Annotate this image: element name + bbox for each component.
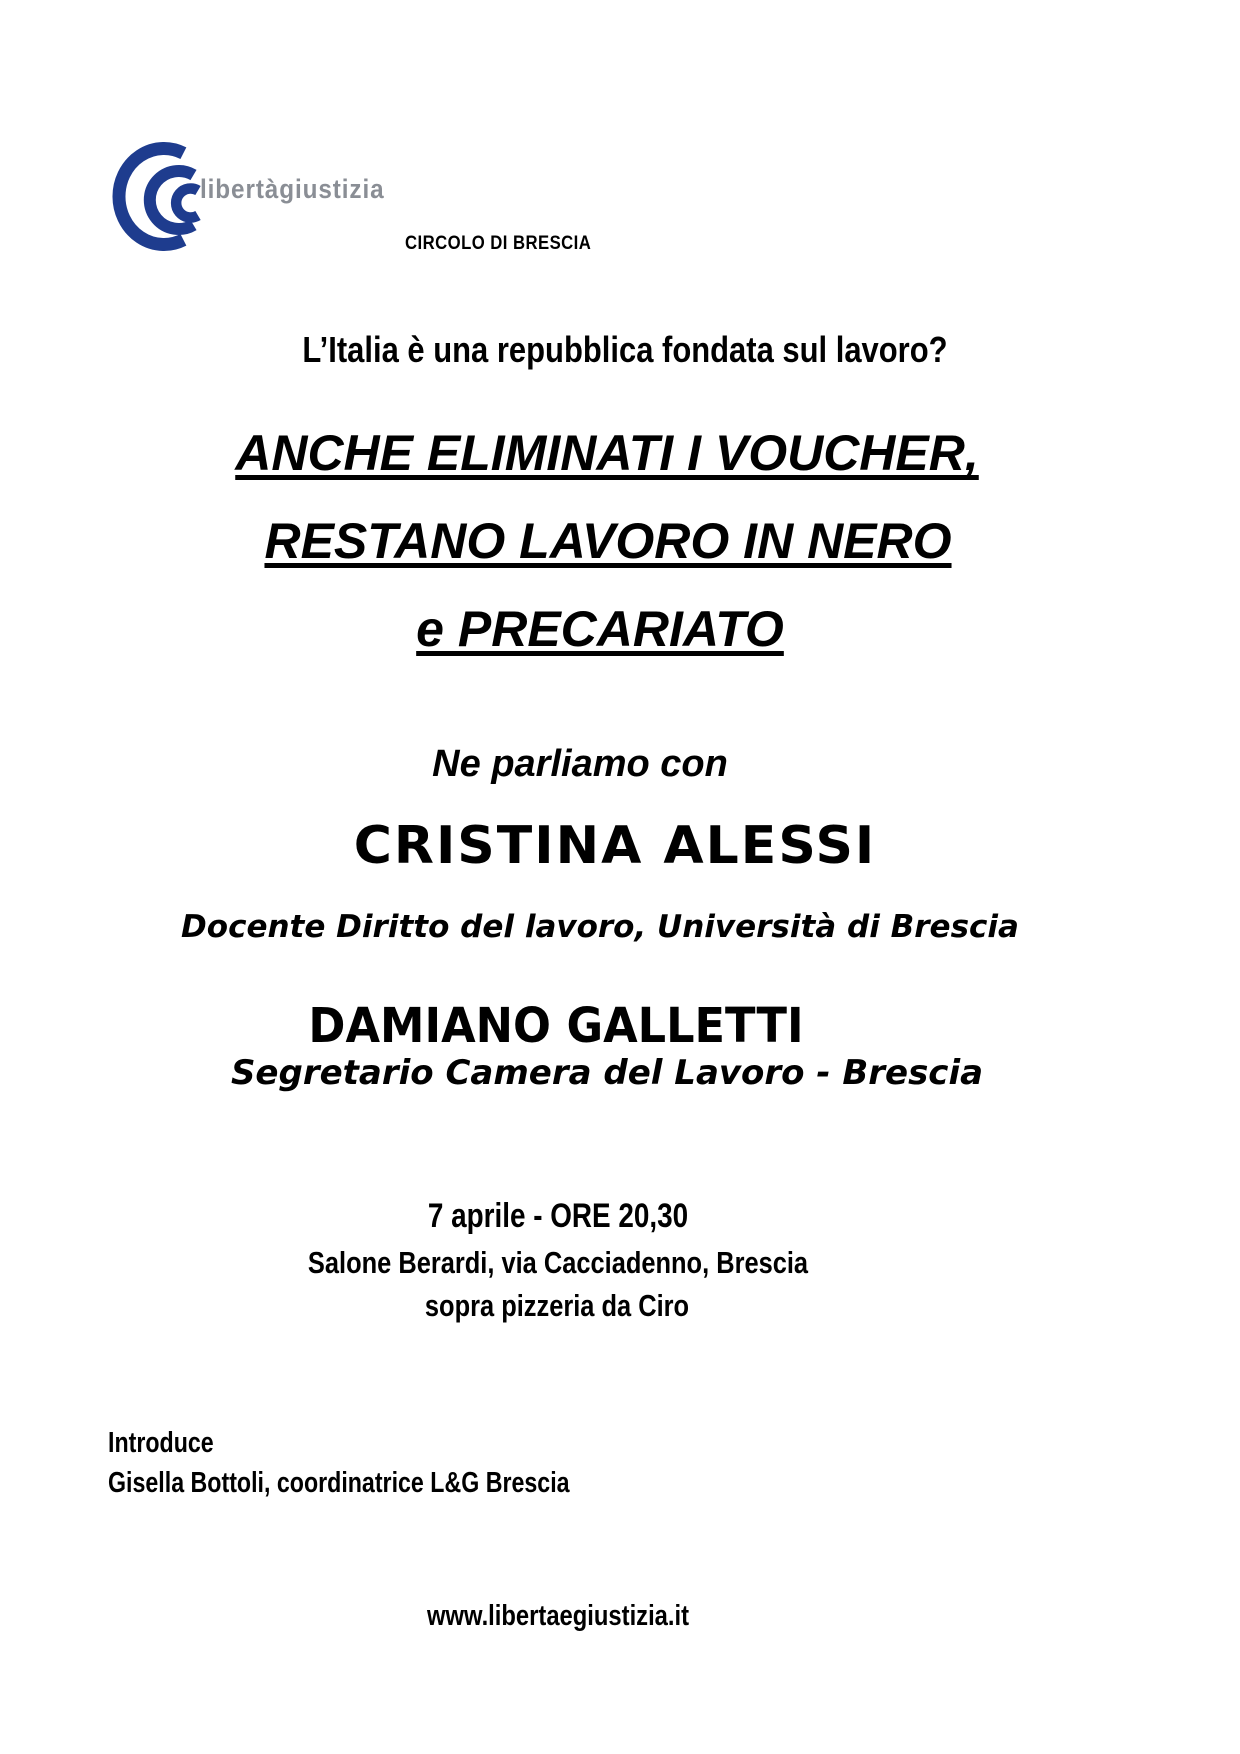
event-date-time: 7 aprile - ORE 20,30 [427, 1197, 689, 1235]
speaker-name-2: DAMIANO GALLETTI [308, 998, 804, 1054]
logo-wordmark: libertàgiustizia [200, 174, 385, 204]
speaker-role-2: Segretario Camera del Lavoro - Brescia [230, 1053, 984, 1093]
introduce-label: Introduce [108, 1427, 214, 1459]
event-venue-note: sopra pizzeria da Ciro [424, 1288, 690, 1323]
question-line: L’Italia è una repubblica fondata sul lavoro? [302, 329, 948, 370]
event-venue: Salone Berardi, via Cacciadenno, Brescia [307, 1245, 809, 1280]
intro-line: Ne parliamo con [432, 743, 728, 785]
headline-line-3: e PRECARIATO [416, 601, 784, 657]
introducer-name: Gisella Bottoli, coordinatrice L&G Brescia [108, 1467, 570, 1499]
chapter-label: CIRCOLO DI BRESCIA [405, 233, 592, 254]
logo-inner-arc [176, 189, 198, 218]
headline-line-2: RESTANO LAVORO IN NERO [264, 513, 952, 569]
website-url: www.libertaegiustizia.it [426, 1600, 690, 1632]
headline-line-1: ANCHE ELIMINATI I VOUCHER, [235, 425, 979, 481]
speaker-role-1: Docente Diritto del lavoro, Università di Brescia [181, 909, 1019, 945]
speaker-name-1: CRISTINA ALESSI [353, 816, 877, 876]
